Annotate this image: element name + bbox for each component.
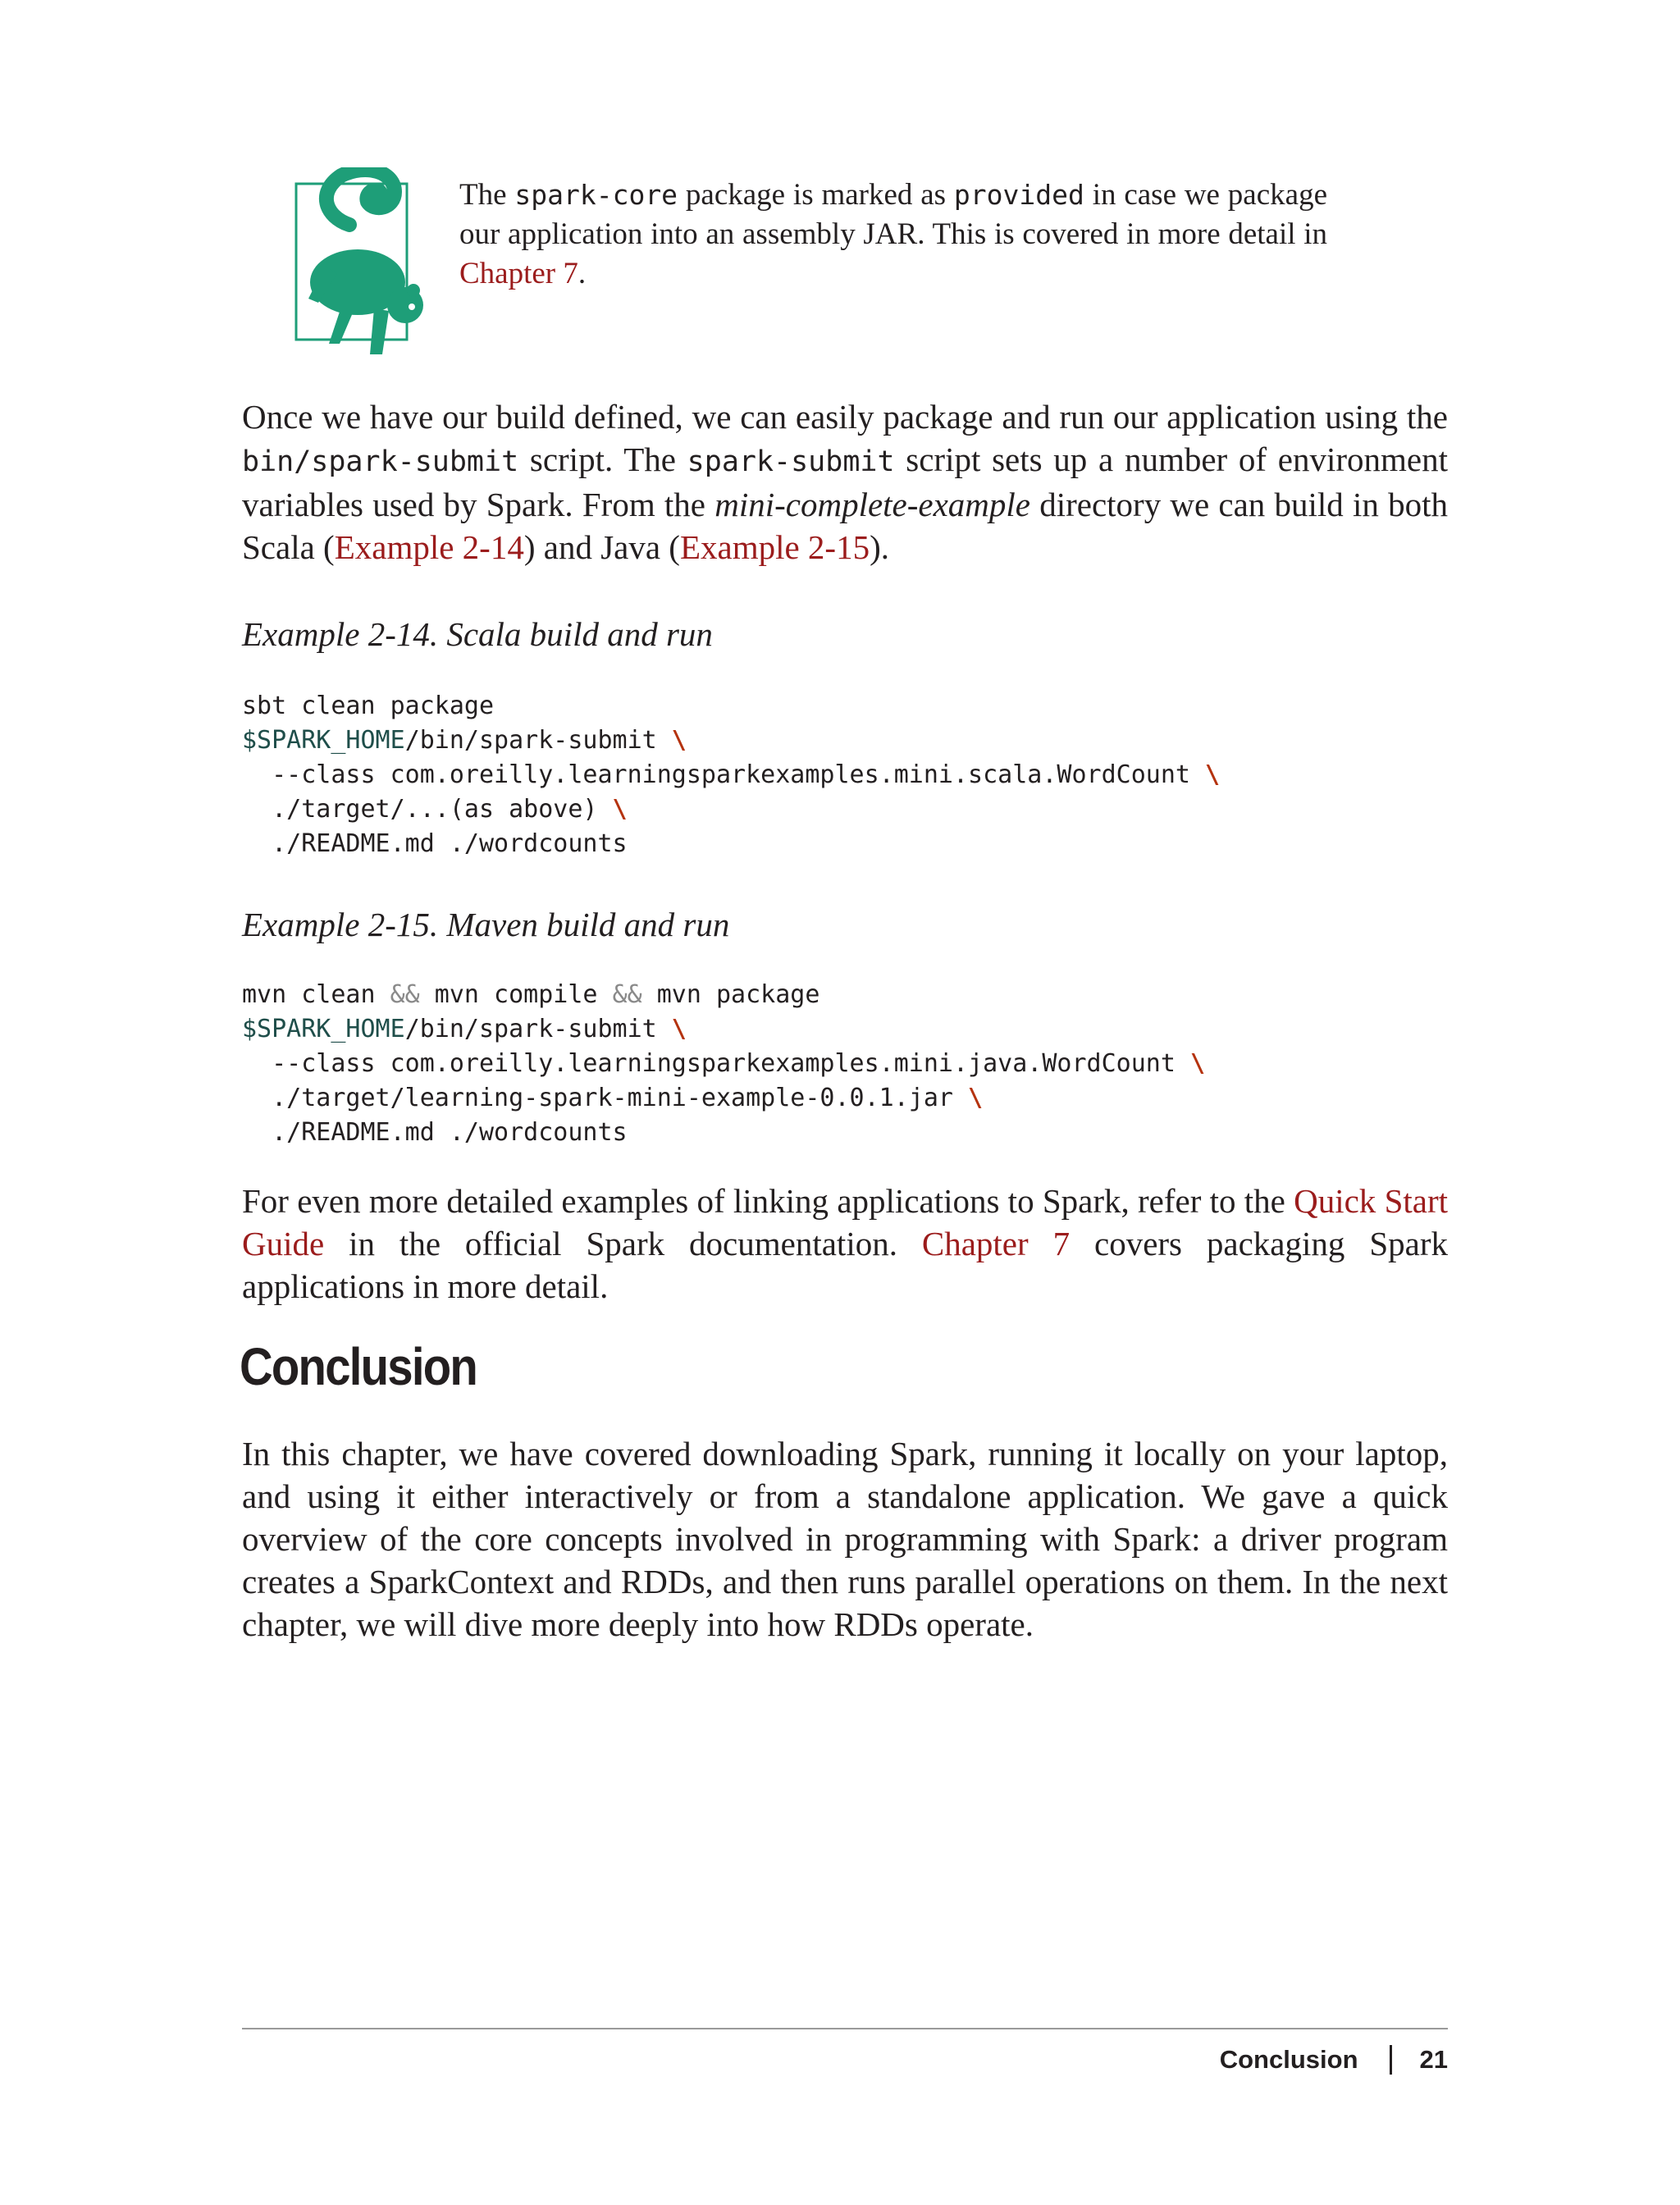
tip-note — [459, 176, 1327, 294]
paragraph-more-examples — [242, 1180, 1448, 1308]
para1-code-bin-spark-submit: bin/spark-submit — [242, 445, 519, 478]
para1-emphasis-directory: mini-complete-example — [714, 486, 1030, 523]
line-continuation: \ — [671, 1015, 687, 1043]
code-operator: && — [390, 980, 420, 1009]
section-heading-conclusion: Conclusion — [240, 1337, 477, 1396]
para1-text-3: script sets up a number of environment variables used by Spark. From the — [242, 441, 1449, 523]
para1-text-4: directory we can build in both Scala ( — [242, 486, 1448, 566]
code-line: ./target/learning-spark-mini-example-0.0.1.jar — [242, 1084, 969, 1112]
code-line: --class com.oreilly.learningsparkexamples.mini.java.WordCount — [242, 1049, 1190, 1078]
para1-text-1: Once we have our build defined, we can easily package and run our application using the — [242, 398, 1448, 436]
example-2-14-code — [242, 689, 1220, 861]
footer-divider — [242, 2028, 1448, 2029]
example-2-14-caption: Example 2-14. Scala build and run — [242, 615, 713, 653]
ring-tailed-lemur-icon — [292, 167, 431, 358]
para2-text-1: For even more detailed examples of linking applications to Spark, refer to the — [242, 1182, 1294, 1220]
para1-text-2: script. The — [518, 441, 687, 478]
para1-link-example-2-15[interactable]: Example 2-15 — [679, 528, 870, 566]
footer-section-title: Conclusion — [1219, 2045, 1358, 2074]
line-continuation: \ — [1205, 760, 1221, 789]
para1-link-example-2-14[interactable]: Example 2-14 — [334, 528, 524, 566]
tip-text-4: . — [578, 257, 587, 290]
footer-separator — [1390, 2045, 1392, 2075]
paragraph-conclusion: In this chapter, we have covered downloading Spark, running it locally on your laptop, and using it either interactively or from a standalone application. We gave a quick overview of the core concepts involved in programming with Spark: a driver program creates a SparkContext and RDDs, and then runs parallel operations on them. In the next chapter, we will dive more deeply into how RDDs operate. — [242, 1435, 1448, 1643]
tip-text-3: in case we package our application into an assembly JAR. This is covered in more detail in — [459, 178, 1327, 251]
tip-link-chapter-7[interactable]: Chapter 7 — [459, 257, 578, 290]
code-variable: $SPARK_HOME — [242, 1015, 405, 1043]
code-variable: $SPARK_HOME — [242, 726, 405, 755]
page-footer — [1220, 2041, 1448, 2079]
paragraph-build-and-run — [242, 395, 1448, 568]
line-continuation: \ — [968, 1084, 984, 1112]
tip-code-spark-core: spark-core — [514, 179, 678, 211]
line-continuation: \ — [671, 726, 687, 755]
code-line: mvn compile — [419, 980, 613, 1009]
code-line: sbt clean package — [242, 692, 495, 720]
line-continuation: \ — [1189, 1049, 1205, 1078]
code-line: ./README.md ./wordcounts — [242, 829, 628, 858]
para2-link-chapter-7[interactable]: Chapter 7 — [921, 1225, 1071, 1262]
code-line: /bin/spark-submit — [404, 726, 672, 755]
example-2-15-caption: Example 2-15. Maven build and run — [242, 906, 730, 943]
page-number: 21 — [1419, 2045, 1448, 2074]
tip-text-1: The — [459, 178, 515, 212]
tip-code-provided: provided — [953, 179, 1084, 211]
code-line: mvn clean — [242, 980, 390, 1009]
code-line: ./README.md ./wordcounts — [242, 1118, 628, 1147]
code-operator: && — [612, 980, 642, 1009]
code-line: /bin/spark-submit — [404, 1015, 672, 1043]
para1-text-5: ) and Java ( — [523, 528, 680, 566]
code-line: ./target/...(as above) — [242, 795, 613, 824]
para1-code-spark-submit: spark-submit — [687, 445, 895, 478]
para2-link-quick-start-guide[interactable]: Quick Start Guide — [242, 1182, 1448, 1262]
example-2-15-code — [242, 978, 1205, 1150]
para2-text-2: in the official Spark documentation. — [324, 1225, 922, 1262]
tip-text-2: package is marked as — [678, 178, 954, 212]
para2-text-3: covers packaging Spark applications in more detail. — [242, 1225, 1448, 1305]
code-line: --class com.oreilly.learningsparkexamples.mini.scala.WordCount — [242, 760, 1205, 789]
code-line: mvn package — [641, 980, 820, 1009]
line-continuation: \ — [612, 795, 628, 824]
para1-text-6: ). — [870, 528, 889, 566]
